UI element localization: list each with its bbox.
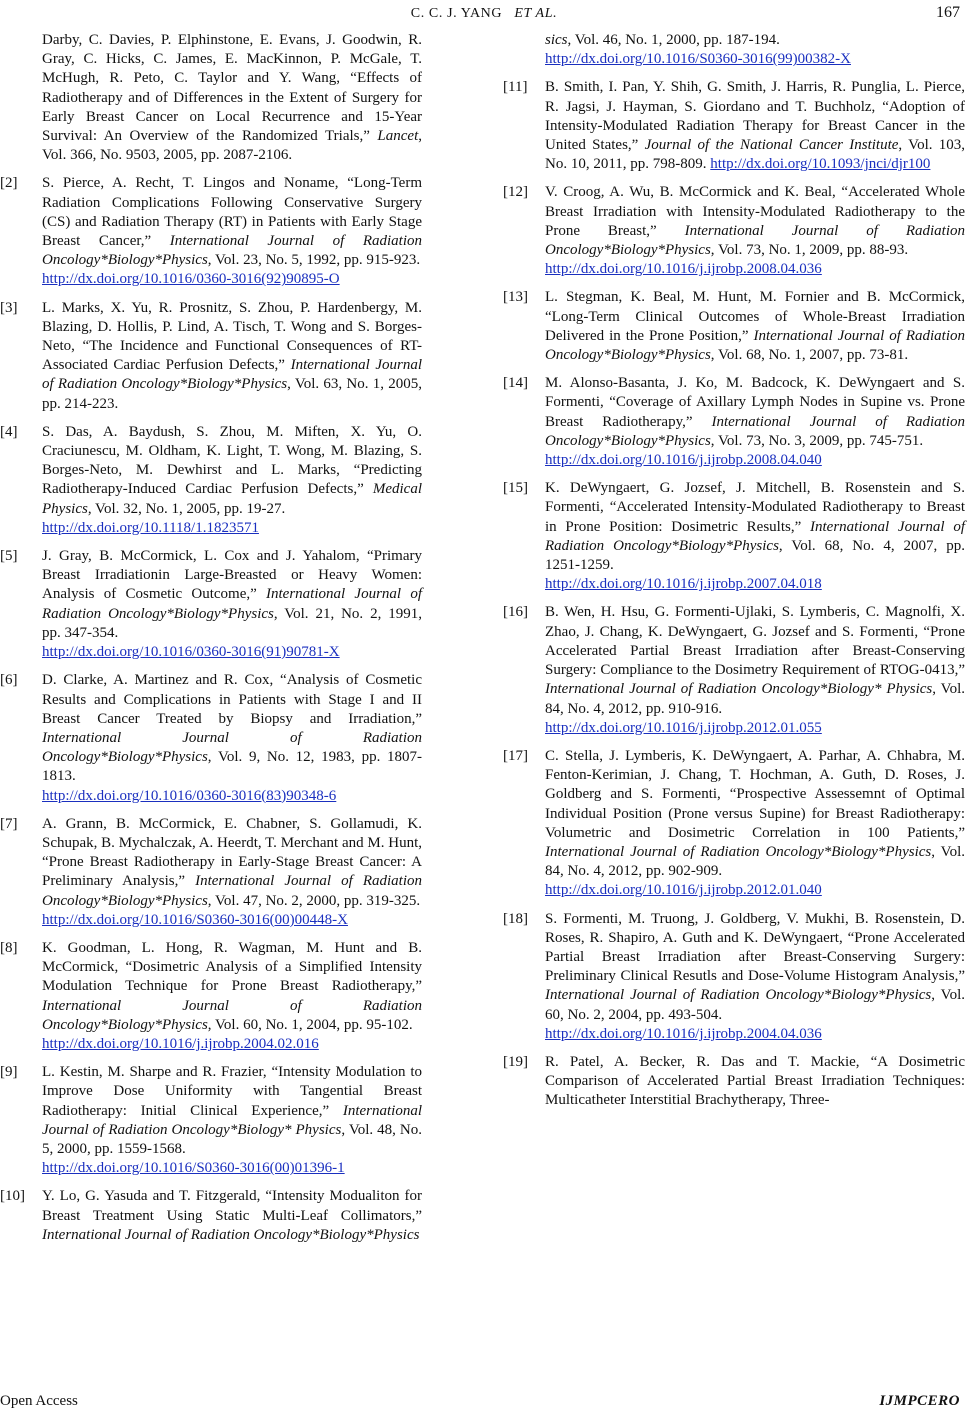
ref-journal: International Journal of Radiation Oncology*Biology*Physics bbox=[545, 987, 932, 1004]
ref-number: [10] bbox=[0, 1188, 25, 1205]
ref-number: [15] bbox=[503, 480, 528, 497]
ref-number: [16] bbox=[503, 604, 528, 621]
reference-item bbox=[0, 671, 422, 805]
ref-journal: International Journal of Radiation Oncology*Biology*Physics bbox=[545, 222, 965, 259]
doi-link[interactable]: http://dx.doi.org/10.1016/0360-3016(91)90781-X bbox=[42, 644, 340, 661]
ref-journal: International Journal of Radiation Oncology*Biology*Physics bbox=[42, 997, 422, 1033]
ref-journal: International Journal of Radiation Oncology*Biology*Physics bbox=[42, 357, 423, 393]
ref-journal: International Journal of Radiation Oncology*Biology* Physics bbox=[545, 681, 933, 698]
footer-journal-abbrev: IJMPCERO bbox=[879, 1393, 960, 1409]
ref-number: [14] bbox=[503, 375, 528, 392]
header-etal: ET AL. bbox=[514, 6, 558, 21]
ref-number: [2] bbox=[0, 175, 18, 192]
ref-number: [12] bbox=[503, 184, 528, 201]
ref-details: , Vol. 21, No. 2, 1991, pp. 347-354. bbox=[42, 605, 422, 641]
ref-details: , Vol. 46, No. 1, 2000, pp. 187-194. bbox=[567, 32, 780, 48]
reference-item bbox=[0, 815, 422, 930]
reference-list bbox=[503, 78, 965, 1110]
ref-text: D. Clarke, A. Martinez and R. Cox, “Analysis of Cosmetic Results and Complications in Patients with Stage I and II Breast Cancer Treated by Biopsy and Irradiation,” bbox=[42, 672, 422, 727]
footer-open-access: Open Access bbox=[0, 1393, 78, 1409]
reference-item bbox=[0, 423, 422, 538]
ref-text: B. Smith, I. Pan, Y. Shih, G. Smith, J. Harris, R. Punglia, L. Pierce, R. Jagsi, J. Hayman, S. Giordano and T. Buchholz, “Adoption of Intensity-Modulated Radiation Therapy for Breast Cancer in the United States,” bbox=[545, 79, 965, 154]
ref-number: [11] bbox=[503, 79, 528, 96]
ref-text: K. DeWyngaert, G. Jozsef, J. Mitchell, B. Rosenstein and S. Formenti, “Accelerated Intensity-Modulated Radiotherapy to Breast in Prone Position: Dosimetric Results,” bbox=[545, 480, 965, 535]
ref-details: , Vol. 366, No. 9503, 2005, pp. 2087-2106. bbox=[42, 128, 422, 164]
reference-item bbox=[0, 1063, 422, 1178]
reference-item bbox=[503, 1053, 965, 1111]
ref-text: B. Wen, H. Hsu, G. Formenti-Ujlaki, S. Lymberis, C. Magnolfi, X. Zhao, J. Chang, K. DeWyngaert, G. Jozsef and S. Formenti, “Prone Accelerated Partial Breast Irradiation after Breast-Conserving Surgery: Compliance to the Dosimetry Requirement of RTOG-0413,” bbox=[545, 604, 965, 679]
ref-details: , Vol. 68, No. 4, 2007, pp. 1251-1259. bbox=[545, 537, 965, 574]
reference-item bbox=[503, 479, 965, 594]
running-title bbox=[0, 6, 968, 22]
reference-item bbox=[503, 603, 965, 737]
doi-link[interactable]: http://dx.doi.org/10.1016/j.ijrobp.2012.01.040 bbox=[545, 882, 822, 899]
reference-item bbox=[0, 939, 422, 1054]
reference-item bbox=[0, 1187, 422, 1245]
ref-number: [4] bbox=[0, 423, 18, 440]
reference-continuation bbox=[0, 31, 422, 165]
ref-text: S. Das, A. Baydush, S. Zhou, M. Miften, X. Yu, O. Craciunescu, M. Oldham, K. Light, T. Wong, M. Blazing, S. Borges-Neto, M. Dewhirst and L. Marks, “Predicting Radiotherapy-Induced Cardiac Perfusion Defects,” bbox=[42, 423, 422, 498]
ref-journal: International Journal of Radiation Oncology*Biology*Physics bbox=[545, 327, 965, 364]
ref-text: R. Patel, A. Becker, R. Das and T. Mackie, “A Dosimetric Comparison of Accelerated Partial Breast Irradiation Techniques: Multicatheter Interstitial Brachytherapy, Three- bbox=[545, 1053, 965, 1109]
page-footer bbox=[0, 1393, 968, 1413]
ref-text: Y. Lo, G. Yasuda and T. Fitzgerald, “Intensity Modualiton for Breast Treatment Using Static Multi-Leaf Collimators,” bbox=[42, 1188, 422, 1224]
ref-text: J. Gray, B. McCormick, L. Cox and J. Yahalom, “Primary Breast Irradiationin Large-Breasted or Heavy Women: Analysis of Cosmetic Outcome,” bbox=[42, 548, 422, 603]
ref-journal: Medical Physics bbox=[42, 481, 422, 517]
reference-item bbox=[503, 910, 965, 1044]
ref-text: C. Stella, J. Lymberis, K. DeWyngaert, A. Parhar, A. Chhabra, M. Fenton-Kerimian, J. Chang, T. Hochman, A. Guth, D. Roses, J. Goldberg and S. Formenti, “Prospective Assessemnt of Optimal Individual Position (Prone versus Supine) for Breast Radiotherapy: Volumetric and Dosimetric Correlation in 100 Patients,” bbox=[545, 747, 965, 841]
ref-text: L. Kestin, M. Sharpe and R. Frazier, “Intensity Modulation to Improve Dose Uniformity with Tangential Breast Radiotherapy: Initial Clinical Experience,” bbox=[42, 1064, 422, 1119]
ref-text: A. Grann, B. McCormick, E. Chabner, S. Gollamudi, K. Schupak, B. Mychalczak, A. Heerdt, T. Merchant and M. Hunt, “Prone Breast Radiotherapy in Early-Stage Breast Cancer: A Preliminary Analysis,” bbox=[42, 815, 422, 890]
ref-details: , Vol. 63, No. 1, 2005, pp. 214-223. bbox=[42, 376, 422, 412]
page-number: 167 bbox=[936, 4, 960, 21]
ref-details: , Vol. 32, No. 1, 2005, pp. 19-27. bbox=[87, 500, 286, 517]
ref-journal: International Journal of Radiation Oncology*Biology*Physics bbox=[42, 729, 422, 766]
ref-journal: International Journal of Radiation Oncology*Biology*Physics bbox=[42, 233, 422, 269]
doi-link[interactable]: http://dx.doi.org/10.1016/j.ijrobp.2008.04.036 bbox=[545, 261, 822, 278]
reference-item bbox=[0, 547, 422, 662]
ref-text: V. Croog, A. Wu, B. McCormick and K. Beal, “Accelerated Whole Breast Irradiation with Intensity-Modulated Radiotherapy to the Prone Breast,” bbox=[545, 184, 965, 239]
ref-details: , Vol. 68, No. 1, 2007, pp. 73-81. bbox=[710, 347, 909, 364]
ref-text: K. Goodman, L. Hong, R. Wagman, M. Hunt and B. McCormick, “Dosimetric Analysis of a Simplified Intensity Modulation Technique for Prone Breast Radiotherapy,” bbox=[42, 939, 422, 995]
reference-item bbox=[503, 288, 965, 365]
doi-link[interactable]: http://dx.doi.org/10.1016/j.ijrobp.2007.04.018 bbox=[545, 576, 822, 593]
reference-list bbox=[0, 174, 422, 1245]
ref-number: [6] bbox=[0, 672, 18, 689]
ref-details: , Vol. 73, No. 3, 2009, pp. 745-751. bbox=[710, 432, 924, 449]
ref-journal: sics bbox=[545, 32, 568, 48]
reference-item bbox=[503, 183, 965, 279]
ref-details: , Vol. 9, No. 12, 1983, pp. 1807-1813. bbox=[42, 749, 422, 785]
ref-journal: International Journal of Radiation Oncology*Biology*Physics bbox=[545, 413, 966, 449]
ref-details: , Vol. 84, No. 4, 2012, pp. 910-916. bbox=[545, 681, 966, 717]
ref-number: [18] bbox=[503, 910, 528, 927]
ref-details: , Vol. 60, No. 1, 2004, pp. 95-102. bbox=[207, 1016, 413, 1033]
right-column bbox=[503, 31, 965, 1120]
ref-journal: International Journal of Radiation Oncology*Biology*Physics bbox=[545, 843, 932, 860]
ref-text: L. Marks, X. Yu, R. Prosnitz, S. Zhou, P. Hardenbergy, M. Blazing, D. Hollis, P. Lind, A. Tisch, T. Wong and S. Borges-Neto, “The Incidence and Functional Consequences of RT-Associated Cardiac Perfusion Defects,” bbox=[42, 299, 422, 374]
reference-item bbox=[503, 78, 965, 174]
ref-number: [13] bbox=[503, 289, 528, 306]
ref-details: , Vol. 47, No. 2, 2000, pp. 319-325. bbox=[207, 892, 421, 909]
ref-details: , Vol. 60, No. 2, 2004, pp. 493-504. bbox=[545, 987, 965, 1023]
ref-text: S. Formenti, M. Truong, J. Goldberg, V. Mukhi, B. Rosenstein, D. Roses, R. Shapiro, A. Guth and K. DeWyngaert, “Prone Accelerated Partial Breast Irradiation after Breast-Conserving Surgery: Preliminary Clinical Resutls and Dose-Volume Histogram Analysis,” bbox=[545, 910, 965, 985]
ref-number: [7] bbox=[0, 815, 18, 832]
left-column bbox=[0, 31, 422, 1254]
ref-journal: International Journal of Radiation Oncology*Biology*Physics bbox=[545, 518, 965, 554]
doi-link[interactable]: http://dx.doi.org/10.1016/j.ijrobp.2004.02.016 bbox=[42, 1035, 319, 1052]
reference-item bbox=[0, 299, 422, 414]
ref-number: [19] bbox=[503, 1053, 528, 1070]
ref-journal: International Journal of Radiation Oncology*Biology*Physics bbox=[42, 873, 422, 909]
doi-link[interactable]: http://dx.doi.org/10.1016/j.ijrobp.2004.04.036 bbox=[545, 1025, 822, 1042]
doi-link[interactable]: http://dx.doi.org/10.1016/j.ijrobp.2008.04.040 bbox=[545, 452, 822, 469]
reference-continuation bbox=[503, 31, 965, 69]
doi-link[interactable]: http://dx.doi.org/10.1016/S0360-3016(00)00448-X bbox=[42, 911, 348, 928]
doi-link[interactable]: http://dx.doi.org/10.1016/0360-3016(92)90895-O bbox=[42, 271, 340, 288]
doi-link[interactable]: http://dx.doi.org/10.1016/S0360-3016(00)01396-1 bbox=[42, 1160, 345, 1177]
running-header bbox=[0, 0, 968, 30]
ref-number: [9] bbox=[0, 1064, 18, 1081]
doi-link[interactable]: http://dx.doi.org/10.1016/0360-3016(83)90348-6 bbox=[42, 787, 337, 804]
ref-journal: International Journal of Radiation Oncology*Biology* Physics bbox=[42, 1102, 422, 1138]
reference-item bbox=[0, 174, 422, 289]
ref-journal: Lancet bbox=[377, 128, 419, 145]
ref-details: , Vol. 103, No. 10, 2011, pp. 798-809. bbox=[545, 137, 965, 173]
ref-text: L. Stegman, K. Beal, M. Hunt, M. Fornier and B. McCormick, “Long-Term Clinical Outcomes of Whole-Breast Irradiation Delivered in the Prone Position,” bbox=[545, 289, 965, 344]
ref-details: , Vol. 73, No. 1, 2009, pp. 88-93. bbox=[710, 242, 909, 259]
ref-details: , Vol. 23, No. 5, 1992, pp. 915-923. bbox=[207, 252, 421, 269]
doi-link[interactable]: http://dx.doi.org/10.1016/S0360-3016(99)00382-X bbox=[545, 51, 851, 68]
ref-number: [3] bbox=[0, 299, 18, 316]
doi-link[interactable]: http://dx.doi.org/10.1016/j.ijrobp.2012.01.055 bbox=[545, 719, 822, 736]
doi-link[interactable]: http://dx.doi.org/10.1118/1.1823571 bbox=[42, 519, 259, 536]
ref-number: [8] bbox=[0, 939, 18, 956]
ref-text: S. Pierce, A. Recht, T. Lingos and Noname, “Long-Term Radiation Complications Following Conservative Surgery (CS) and Radiation Therapy (RT) in Patients with Early Stage Breast Cancer,” bbox=[42, 175, 422, 250]
ref-journal: International Journal of Radiation Oncology*Biology*Physics bbox=[42, 1226, 420, 1243]
ref-text: M. Alonso-Basanta, J. Ko, M. Badcock, K. DeWyngaert and S. Formenti, “Coverage of Axillary Lymph Nodes in Supine vs. Prone Breast Radiotherapy,” bbox=[545, 375, 965, 430]
reference-item bbox=[503, 374, 965, 470]
ref-text: Darby, C. Davies, P. Elphinstone, E. Evans, J. Goodwin, R. Gray, C. Hicks, C. James, E. MacKinnon, P. McGale, T. McHugh, R. Peto, C. Taylor and Y. Wang, “Effects of Radiotherapy and of Differences in the Extent of Surgery for Early Breast Cancer on Local Recurrence and 15-Year Survival: An Overview of the Randomized Trials,” bbox=[42, 32, 422, 145]
header-author: C. C. J. YANG bbox=[410, 6, 503, 21]
ref-details: , Vol. 48, No. 5, 2000, pp. 1559-1568. bbox=[42, 1121, 422, 1157]
ref-number: [17] bbox=[503, 747, 528, 764]
ref-details: , Vol. 84, No. 4, 2012, pp. 902-909. bbox=[545, 843, 965, 880]
ref-journal: International Journal of Radiation Oncology*Biology*Physics bbox=[42, 586, 422, 622]
ref-journal: Journal of the National Cancer Institute bbox=[644, 137, 899, 154]
ref-number: [5] bbox=[0, 548, 18, 565]
doi-link[interactable]: http://dx.doi.org/10.1093/jnci/djr100 bbox=[710, 156, 931, 173]
reference-item bbox=[503, 747, 965, 901]
